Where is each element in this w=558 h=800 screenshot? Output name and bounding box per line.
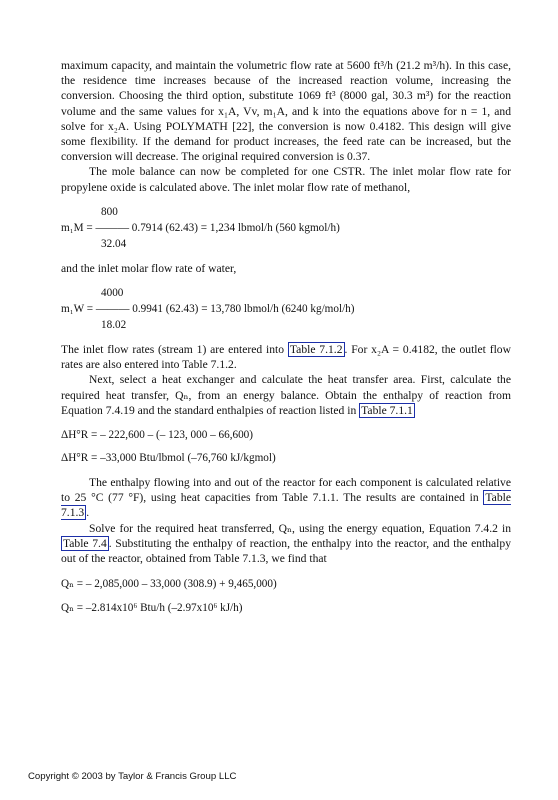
p7-text-post: . Substituting the enthalpy of reaction, the enthalpy into the reactor, and the enthalpy out of the reactor, obtained from Table 7.1.3, we find that [61, 536, 511, 566]
equation-heat-transfer: Qₙ = – 2,085,000 – 33,000 (308.9) + 9,465,000) [61, 578, 277, 591]
table-7-1-2-link[interactable]: Table 7.1.2 [289, 343, 343, 357]
p7-text: Solve for the required heat transferred, Qₙ, using the energy equation, Equation 7.4.2 in [89, 521, 511, 535]
p4-text: The inlet flow rates (stream 1) are entered into [61, 343, 285, 357]
paragraph-7 [61, 521, 511, 567]
page-body [61, 58, 511, 614]
eq1-main: m₁M = ——— 0.7914 (62.43) = 1,234 lbmol/h (560 kgmol/h) [61, 221, 340, 234]
eq1-numerator: 800 [101, 205, 118, 218]
paragraph-6: The enthalpy flowing into and out of the reactor for each component is calculated relative to 25 °C (77 °F), using heat capacities from Table 7.1.1. The results are contained in Table 7.1.3 . [61, 476, 511, 520]
paragraph-3: and the inlet molar flow rate of water, [61, 261, 237, 275]
table-7-1-3-link[interactable]: Table 7.1.3 [61, 491, 511, 520]
paragraph-4 [61, 342, 511, 372]
equation-heat-transfer-result: Qₙ = –2.814x10⁶ Btu/h (–2.97x10⁶ kJ/h) [61, 602, 243, 615]
eq2-numerator: 4000 [101, 287, 124, 300]
table-7-4-link[interactable]: Table 7.4 [63, 536, 107, 550]
table-7-1-1-link[interactable]: Table 7.1.1 [361, 403, 413, 417]
eq2-denominator: 18.02 [101, 319, 127, 332]
p6-text: The enthalpy flowing into and out of the reactor for each component is calculated relative to 25 °C (77 °F), using heat capacities from Table 7.1.1. The results are contained in [61, 476, 511, 505]
copyright-footer: Copyright © 2003 by Taylor & Francis Group LLC [28, 771, 237, 782]
equation-enthalpy-reaction: ΔH°R = – 222,600 – (– 123, 000 – 66,600) [61, 429, 254, 442]
p4-text-post: . For x₂A = 0.4182, the outlet flow rates are also entered into Table 7.1.2. [61, 343, 511, 372]
eq2-main: m₁W = ——— 0.9941 (62.43) = 13,780 lbmol/h (6240 kg/mol/h) [61, 303, 355, 316]
equation-water-flow [61, 287, 511, 331]
equation-enthalpy-result: ΔH°R = –33,000 Btu/lbmol (–76,760 kJ/kgmol) [61, 452, 276, 465]
paragraph-5 [61, 372, 511, 418]
equation-methanol-flow [61, 206, 511, 250]
p5-text: Next, select a heat exchanger and calculate the heat transfer area. First, calculate the required heat transfer, Qₙ, from an energy balance. Obtain the enthalpy of reaction from Equation 7.4.19 and the standard enthalpies of reaction listed in [61, 373, 511, 417]
eq1-denominator: 32.04 [101, 237, 127, 250]
paragraph-2: The mole balance can now be completed for one CSTR. The inlet molar flow rate for propylene oxide is calculated above. The inlet molar flow rate of methanol, [61, 165, 511, 194]
paragraph-1: maximum capacity, and maintain the volumetric flow rate at 5600 ft³/h (21.2 m³/h). In this case, the residence time increases because of the increased reaction volume, increasing the conversion. Choosing the third option, substitute 1069 ft³ (8000 gal, 30.3 m³) for the reaction volume and the same values for x₁A, Vv, m₁A, and k into the equations above for n = 1, and solve for x₂A. Using POLYMATH [22], the conversion is now 0.4182. This design will give some flexibility. If the demand for product increases, the feed rate can be increased, but the conversion will decrease. The original required conversion is 0.37. [61, 59, 511, 164]
